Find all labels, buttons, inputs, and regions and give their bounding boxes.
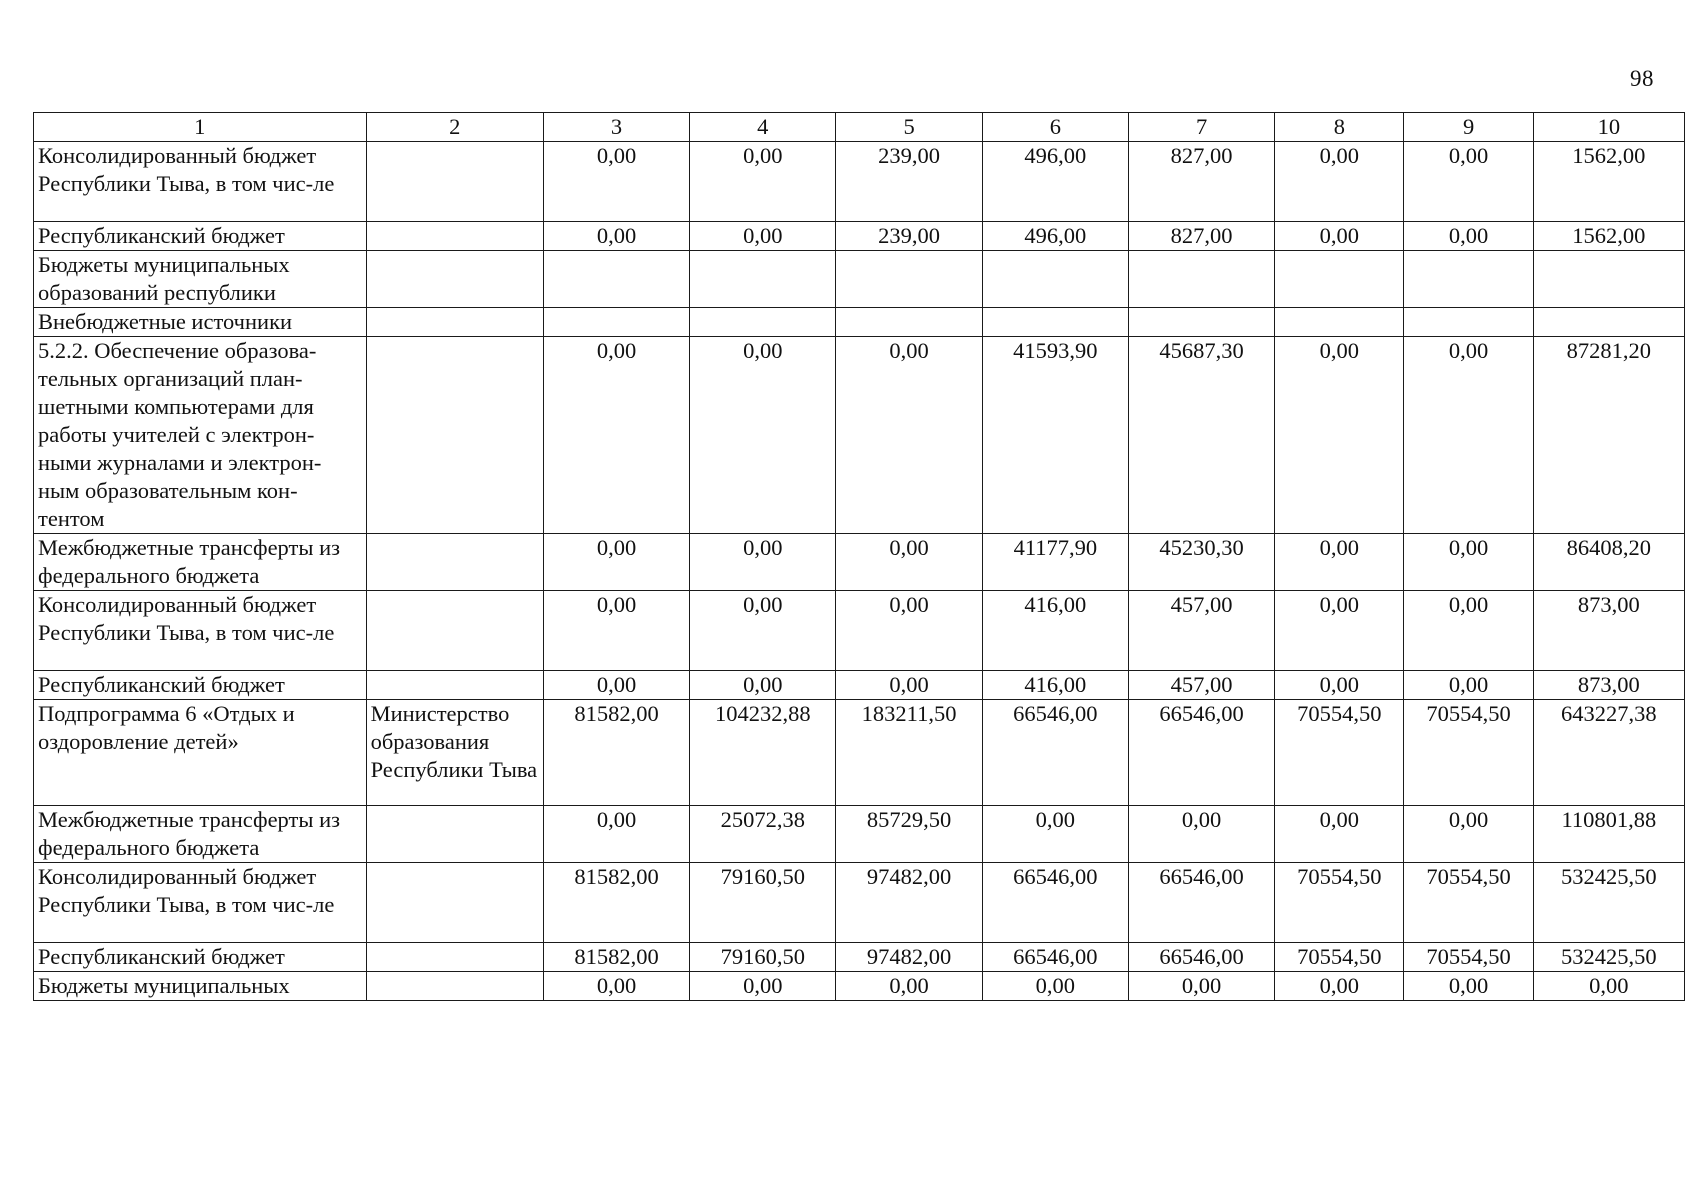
value-cell: 0,00 bbox=[1275, 222, 1404, 251]
row-name-cell: Подпрограмма 6 «Отдых и оздоровление детей» bbox=[34, 700, 367, 806]
responsible-cell: Министерство образования Республики Тыва bbox=[366, 700, 543, 806]
responsible-cell bbox=[366, 251, 543, 308]
value-cell bbox=[1275, 251, 1404, 308]
responsible-cell bbox=[366, 863, 543, 943]
row-name-cell: 5.2.2. Обеспечение образова-тельных организаций план-шетными компьютерами для работы учителей с электрон-ными журналами и электрон-ным образовательным кон-тентом bbox=[34, 337, 367, 534]
row-name-cell: Республиканский бюджет bbox=[34, 222, 367, 251]
value-cell: 0,00 bbox=[1275, 972, 1404, 1001]
responsible-cell bbox=[366, 591, 543, 671]
value-cell: 0,00 bbox=[836, 337, 982, 534]
table-row bbox=[34, 700, 1685, 806]
table-row bbox=[34, 591, 1685, 671]
value-cell: 0,00 bbox=[543, 591, 689, 671]
row-name-cell: Бюджеты муниципальных bbox=[34, 972, 367, 1001]
value-cell: 827,00 bbox=[1128, 222, 1274, 251]
header-cell: 10 bbox=[1533, 113, 1684, 142]
value-cell: 45230,30 bbox=[1128, 534, 1274, 591]
value-cell: 0,00 bbox=[1275, 806, 1404, 863]
row-name-cell: Межбюджетные трансферты из федерального бюджета bbox=[34, 534, 367, 591]
header-cell: 6 bbox=[982, 113, 1128, 142]
value-cell: 0,00 bbox=[1404, 142, 1533, 222]
table-row bbox=[34, 142, 1685, 222]
value-cell: 97482,00 bbox=[836, 943, 982, 972]
row-name-cell: Республиканский бюджет bbox=[34, 671, 367, 700]
value-cell: 0,00 bbox=[836, 671, 982, 700]
header-cell: 1 bbox=[34, 113, 367, 142]
value-cell bbox=[543, 308, 689, 337]
page-number: 98 bbox=[1630, 66, 1654, 91]
responsible-cell bbox=[366, 222, 543, 251]
header-cell: 7 bbox=[1128, 113, 1274, 142]
value-cell: 0,00 bbox=[1275, 671, 1404, 700]
value-cell: 1562,00 bbox=[1533, 142, 1684, 222]
value-cell: 0,00 bbox=[836, 591, 982, 671]
responsible-cell bbox=[366, 337, 543, 534]
value-cell: 70554,50 bbox=[1275, 700, 1404, 806]
row-name-cell: Республиканский бюджет bbox=[34, 943, 367, 972]
value-cell: 81582,00 bbox=[543, 943, 689, 972]
value-cell: 0,00 bbox=[1128, 972, 1274, 1001]
value-cell: 79160,50 bbox=[690, 943, 836, 972]
value-cell: 0,00 bbox=[543, 972, 689, 1001]
row-name-cell: Внебюджетные источники bbox=[34, 308, 367, 337]
value-cell: 0,00 bbox=[543, 671, 689, 700]
value-cell: 0,00 bbox=[1275, 534, 1404, 591]
value-cell: 239,00 bbox=[836, 222, 982, 251]
value-cell: 0,00 bbox=[1404, 337, 1533, 534]
value-cell: 183211,50 bbox=[836, 700, 982, 806]
row-name-cell: Межбюджетные трансферты из федерального бюджета bbox=[34, 806, 367, 863]
table-row bbox=[34, 671, 1685, 700]
value-cell bbox=[1533, 251, 1684, 308]
value-cell: 0,00 bbox=[1533, 972, 1684, 1001]
value-cell: 0,00 bbox=[1404, 671, 1533, 700]
value-cell: 532425,50 bbox=[1533, 863, 1684, 943]
value-cell: 25072,38 bbox=[690, 806, 836, 863]
table-body bbox=[34, 113, 1685, 1001]
value-cell: 66546,00 bbox=[982, 863, 1128, 943]
budget-table bbox=[33, 112, 1685, 1001]
value-cell: 643227,38 bbox=[1533, 700, 1684, 806]
value-cell: 66546,00 bbox=[1128, 700, 1274, 806]
responsible-cell bbox=[366, 943, 543, 972]
value-cell bbox=[836, 308, 982, 337]
row-name-cell: Консолидированный бюджет Республики Тыва, в том чис-ле bbox=[34, 591, 367, 671]
value-cell: 532425,50 bbox=[1533, 943, 1684, 972]
value-cell: 70554,50 bbox=[1275, 863, 1404, 943]
value-cell bbox=[982, 251, 1128, 308]
table-row bbox=[34, 806, 1685, 863]
value-cell: 97482,00 bbox=[836, 863, 982, 943]
value-cell: 66546,00 bbox=[1128, 943, 1274, 972]
value-cell: 66546,00 bbox=[982, 700, 1128, 806]
table-row bbox=[34, 222, 1685, 251]
value-cell: 1562,00 bbox=[1533, 222, 1684, 251]
value-cell: 0,00 bbox=[690, 671, 836, 700]
value-cell: 0,00 bbox=[1404, 534, 1533, 591]
value-cell: 0,00 bbox=[1404, 222, 1533, 251]
row-name-cell: Бюджеты муниципальных образований республики bbox=[34, 251, 367, 308]
value-cell bbox=[982, 308, 1128, 337]
value-cell: 0,00 bbox=[543, 534, 689, 591]
value-cell: 85729,50 bbox=[836, 806, 982, 863]
value-cell: 457,00 bbox=[1128, 671, 1274, 700]
value-cell: 0,00 bbox=[1128, 806, 1274, 863]
value-cell: 0,00 bbox=[1404, 972, 1533, 1001]
value-cell bbox=[1533, 308, 1684, 337]
value-cell: 496,00 bbox=[982, 222, 1128, 251]
value-cell: 104232,88 bbox=[690, 700, 836, 806]
row-name-cell: Консолидированный бюджет Республики Тыва, в том чис-ле bbox=[34, 142, 367, 222]
value-cell: 416,00 bbox=[982, 671, 1128, 700]
value-cell: 0,00 bbox=[1275, 591, 1404, 671]
value-cell bbox=[690, 251, 836, 308]
header-cell: 5 bbox=[836, 113, 982, 142]
value-cell: 873,00 bbox=[1533, 671, 1684, 700]
responsible-cell bbox=[366, 671, 543, 700]
value-cell: 0,00 bbox=[543, 806, 689, 863]
value-cell bbox=[690, 308, 836, 337]
header-cell: 2 bbox=[366, 113, 543, 142]
value-cell: 81582,00 bbox=[543, 863, 689, 943]
value-cell: 873,00 bbox=[1533, 591, 1684, 671]
value-cell: 70554,50 bbox=[1404, 943, 1533, 972]
value-cell: 827,00 bbox=[1128, 142, 1274, 222]
responsible-cell bbox=[366, 806, 543, 863]
table-row bbox=[34, 863, 1685, 943]
responsible-cell bbox=[366, 534, 543, 591]
header-row bbox=[34, 113, 1685, 142]
value-cell: 70554,50 bbox=[1404, 863, 1533, 943]
value-cell: 0,00 bbox=[543, 222, 689, 251]
table-row bbox=[34, 337, 1685, 534]
value-cell: 0,00 bbox=[690, 337, 836, 534]
value-cell bbox=[1404, 251, 1533, 308]
value-cell: 496,00 bbox=[982, 142, 1128, 222]
value-cell: 45687,30 bbox=[1128, 337, 1274, 534]
value-cell: 457,00 bbox=[1128, 591, 1274, 671]
value-cell bbox=[1275, 308, 1404, 337]
row-name-cell: Консолидированный бюджет Республики Тыва, в том чис-ле bbox=[34, 863, 367, 943]
value-cell: 0,00 bbox=[690, 222, 836, 251]
value-cell: 66546,00 bbox=[982, 943, 1128, 972]
header-cell: 9 bbox=[1404, 113, 1533, 142]
table-row bbox=[34, 251, 1685, 308]
value-cell: 0,00 bbox=[1404, 591, 1533, 671]
value-cell: 0,00 bbox=[982, 972, 1128, 1001]
table-row bbox=[34, 972, 1685, 1001]
value-cell: 87281,20 bbox=[1533, 337, 1684, 534]
header-cell: 8 bbox=[1275, 113, 1404, 142]
table-row bbox=[34, 308, 1685, 337]
header-cell: 4 bbox=[690, 113, 836, 142]
responsible-cell bbox=[366, 308, 543, 337]
value-cell: 0,00 bbox=[543, 142, 689, 222]
value-cell: 0,00 bbox=[1275, 337, 1404, 534]
value-cell bbox=[1128, 308, 1274, 337]
value-cell: 0,00 bbox=[982, 806, 1128, 863]
value-cell bbox=[836, 251, 982, 308]
value-cell: 81582,00 bbox=[543, 700, 689, 806]
table-row bbox=[34, 534, 1685, 591]
value-cell: 0,00 bbox=[690, 972, 836, 1001]
value-cell: 416,00 bbox=[982, 591, 1128, 671]
header-cell: 3 bbox=[543, 113, 689, 142]
value-cell: 0,00 bbox=[836, 972, 982, 1001]
value-cell bbox=[1404, 308, 1533, 337]
value-cell: 0,00 bbox=[543, 337, 689, 534]
table-row bbox=[34, 943, 1685, 972]
value-cell: 0,00 bbox=[690, 534, 836, 591]
value-cell: 41593,90 bbox=[982, 337, 1128, 534]
value-cell: 0,00 bbox=[1275, 142, 1404, 222]
value-cell: 79160,50 bbox=[690, 863, 836, 943]
value-cell: 70554,50 bbox=[1404, 700, 1533, 806]
value-cell: 66546,00 bbox=[1128, 863, 1274, 943]
value-cell: 86408,20 bbox=[1533, 534, 1684, 591]
value-cell: 239,00 bbox=[836, 142, 982, 222]
value-cell: 41177,90 bbox=[982, 534, 1128, 591]
value-cell: 0,00 bbox=[690, 591, 836, 671]
value-cell: 0,00 bbox=[1404, 806, 1533, 863]
value-cell: 0,00 bbox=[690, 142, 836, 222]
responsible-cell bbox=[366, 142, 543, 222]
value-cell: 0,00 bbox=[836, 534, 982, 591]
responsible-cell bbox=[366, 972, 543, 1001]
value-cell: 70554,50 bbox=[1275, 943, 1404, 972]
value-cell bbox=[543, 251, 689, 308]
value-cell bbox=[1128, 251, 1274, 308]
value-cell: 110801,88 bbox=[1533, 806, 1684, 863]
